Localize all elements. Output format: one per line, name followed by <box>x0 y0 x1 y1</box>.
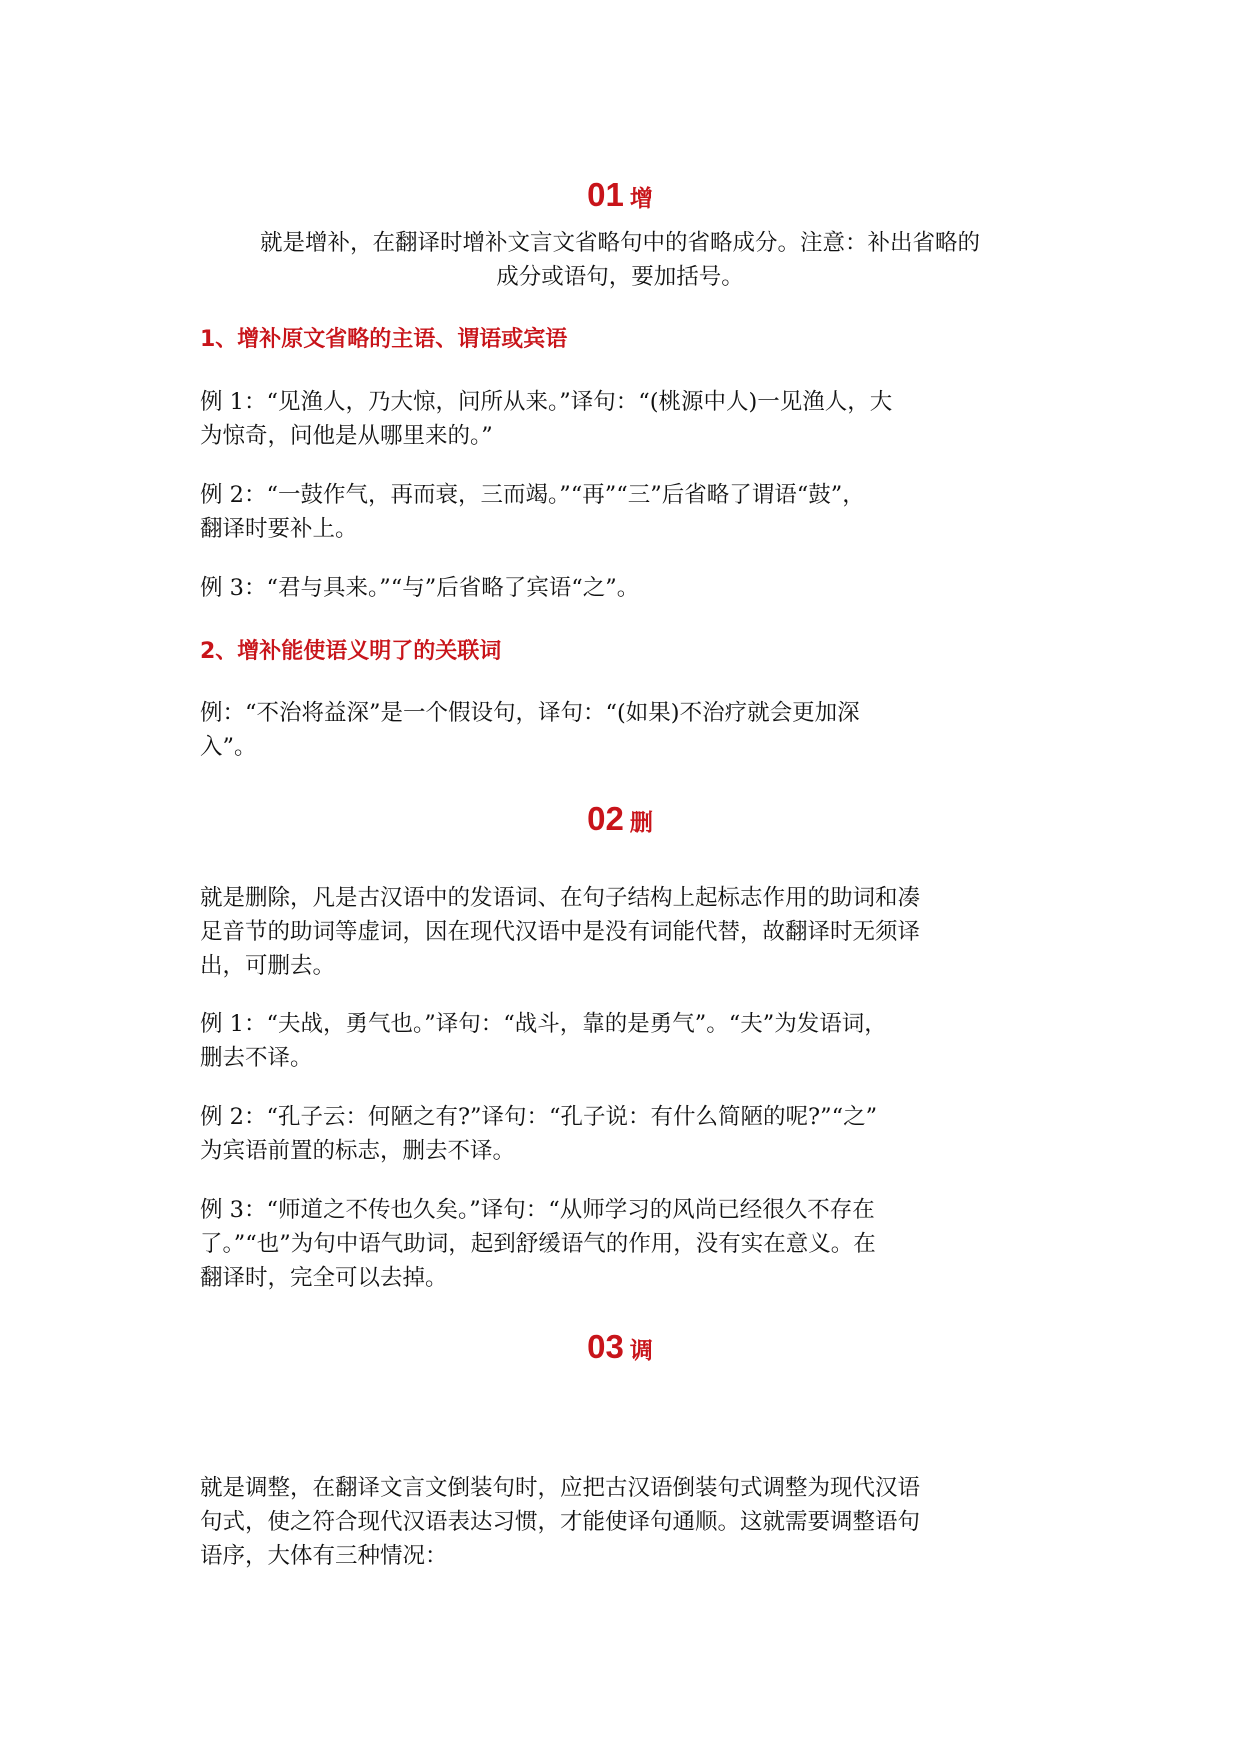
text-line: 了。”“也”为句中语气助词，起到舒缓语气的作用，没有实在意义。在 <box>200 1231 876 1257</box>
text-line: 例 1：“夫战，勇气也。”译句：“战斗，靠的是勇气”。“夫”为发语词， <box>200 1011 887 1037</box>
subheading: 1、增补原文省略的主语、谓语或宾语 <box>200 327 568 352</box>
section-number: 02 <box>587 800 624 837</box>
section-number: 01 <box>587 176 624 213</box>
section-heading-03 <box>0 1328 1240 1366</box>
text-line: 就是删除，凡是古汉语中的发语词、在句子结构上起标志作用的助词和凑 <box>200 885 921 911</box>
text-line: 就是增补，在翻译时增补文言文省略句中的省略成分。注意：补出省略的 <box>259 230 980 256</box>
text-line: 例 3：“君与具来。”“与”后省略了宾语“之”。 <box>200 575 640 601</box>
subheading: 2、增补能使语义明了的关联词 <box>200 639 502 664</box>
text-line: 成分或语句，要加括号。 <box>496 264 744 290</box>
text-line: 例：“不治将益深”是一个假设句，译句：“(如果)不治疗就会更加深 <box>200 700 860 726</box>
text-line: 例 2：“一鼓作气，再而衰，三而竭。”“再”“三”后省略了谓语“鼓”， <box>200 482 865 508</box>
section-title: 调 <box>629 1338 653 1364</box>
example-paragraph <box>200 1193 1060 1295</box>
text-line: 翻译时要补上。 <box>200 516 358 542</box>
text-line: 例 3：“师道之不传也久矣。”译句：“从师学习的风尚已经很久不存在 <box>200 1197 875 1223</box>
example-paragraph <box>200 385 1060 453</box>
example-paragraph <box>200 1007 1060 1075</box>
text-line: 为宾语前置的标志，删去不译。 <box>200 1138 516 1164</box>
text-line: 删去不译。 <box>200 1045 313 1071</box>
text-line: 例 1：“见渔人，乃大惊，问所从来。”译句：“(桃源中人)一见渔人，大 <box>200 389 893 415</box>
section-intro <box>200 881 1060 983</box>
section-heading-01 <box>0 176 1240 214</box>
section-title: 增 <box>629 186 653 212</box>
text-line: 句式，使之符合现代汉语表达习惯，才能使译句通顺。这就需要调整语句 <box>200 1509 921 1535</box>
text-line: 入”。 <box>200 734 257 760</box>
example-paragraph <box>200 696 1060 764</box>
section-title: 删 <box>629 810 653 836</box>
text-line: 翻译时，完全可以去掉。 <box>200 1265 448 1291</box>
section-intro <box>200 1471 1060 1573</box>
text-line: 为惊奇，问他是从哪里来的。” <box>200 423 493 449</box>
section-intro <box>0 226 1240 294</box>
text-line: 语序，大体有三种情况： <box>200 1543 448 1569</box>
text-line: 出，可删去。 <box>200 953 336 979</box>
example-paragraph <box>200 571 1060 605</box>
text-line: 例 2：“孔子云：何陋之有?”译句：“孔子说：有什么简陋的呢?”“之” <box>200 1104 878 1130</box>
text-line: 足音节的助词等虚词，因在现代汉语中是没有词能代替，故翻译时无须译 <box>200 919 921 945</box>
example-paragraph <box>200 1100 1060 1168</box>
text-line: 就是调整，在翻译文言文倒装句时，应把古汉语倒装句式调整为现代汉语 <box>200 1475 921 1501</box>
section-heading-02 <box>0 800 1240 838</box>
section-number: 03 <box>587 1328 624 1365</box>
example-paragraph <box>200 478 1060 546</box>
